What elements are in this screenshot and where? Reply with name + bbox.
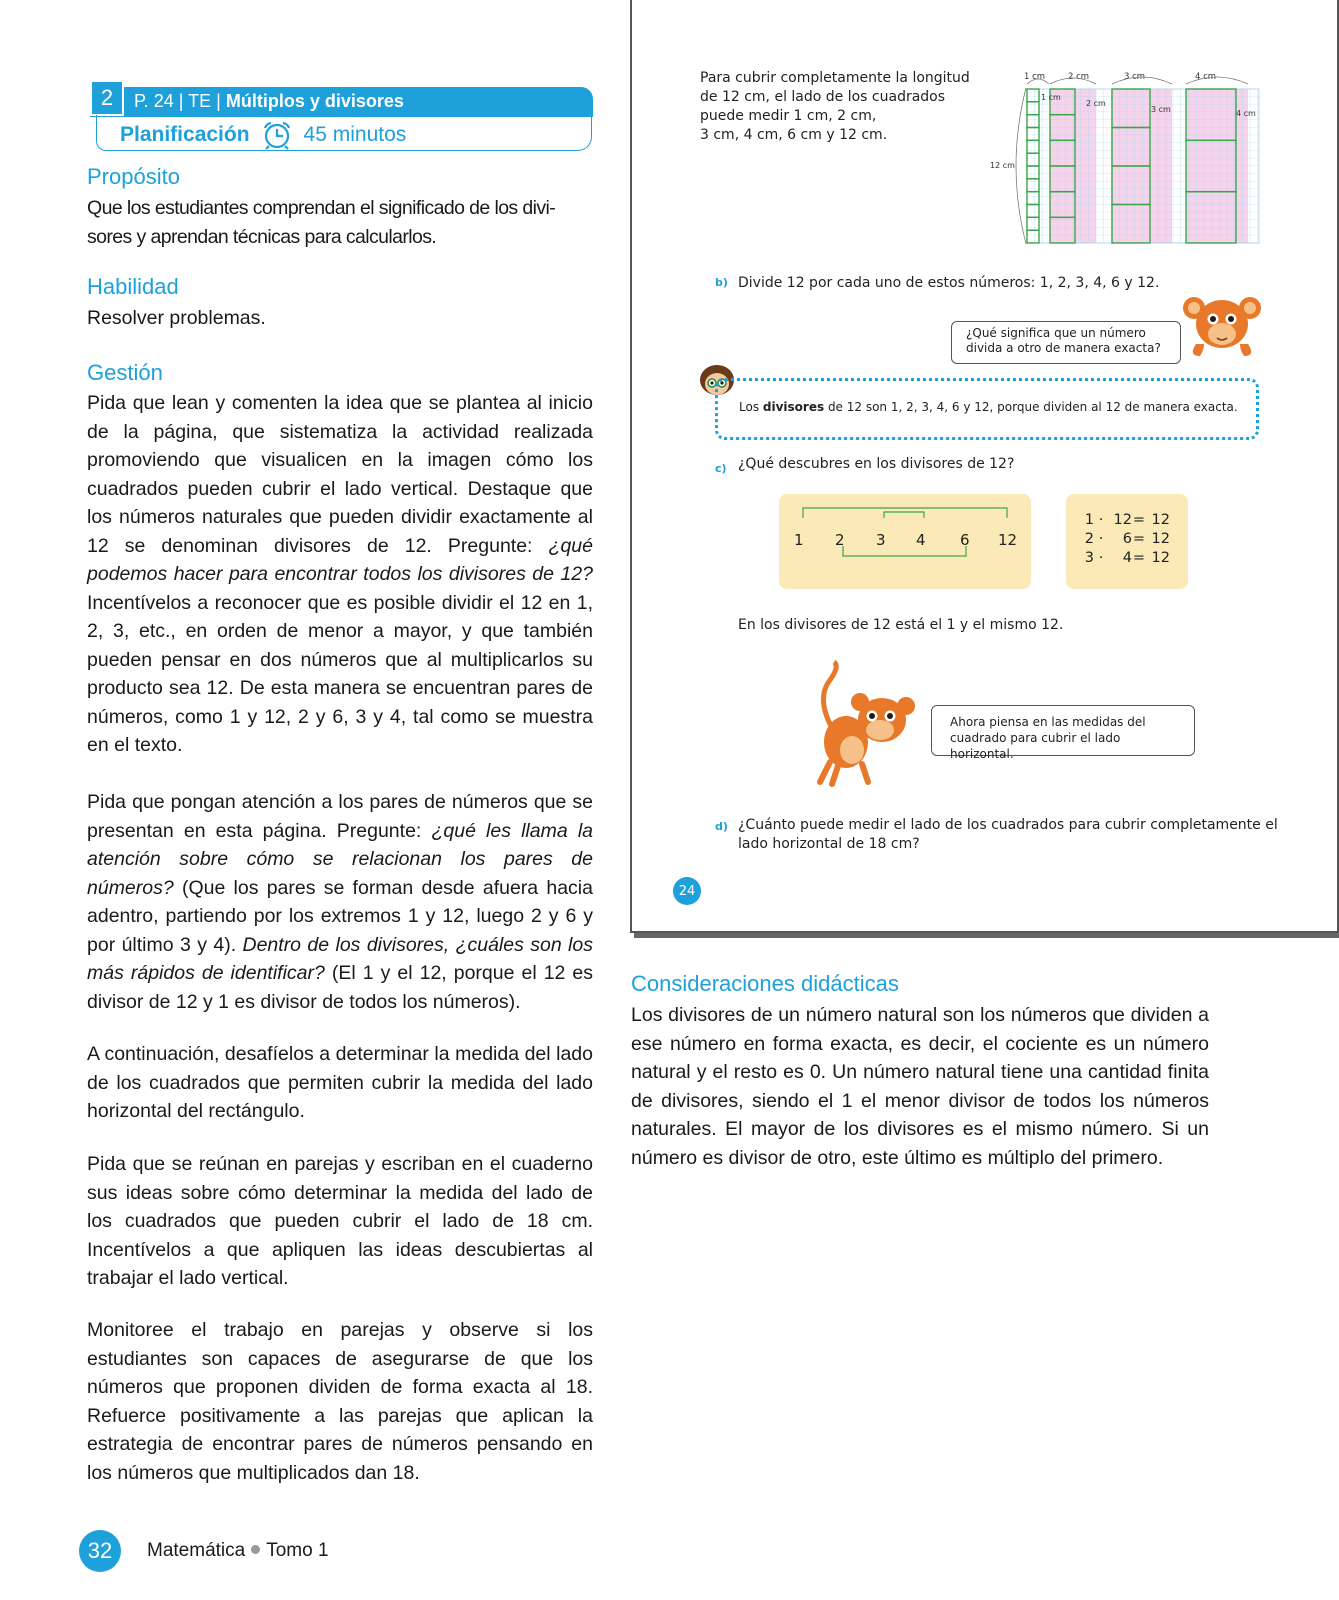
unit-number: 2 <box>90 80 124 116</box>
speech-bubble-hint <box>931 705 1195 761</box>
text: Los <box>739 400 763 414</box>
divisor-number: 12 <box>998 531 1018 549</box>
text: (El 1 y el 12, porque el 12 es divisor de 12 y 1 es divisor de todos los números). <box>87 962 594 1013</box>
product-row <box>1080 511 1170 530</box>
factor: 6 <box>1122 531 1132 547</box>
intro-line: 3 cm, 4 cm, 6 cm y 12 cm. <box>700 127 888 143</box>
operator: · <box>1098 531 1104 547</box>
alarm-clock-icon <box>260 120 294 150</box>
equals: = <box>1132 512 1146 528</box>
item-d-label: d) <box>715 820 728 833</box>
item-d-line: ¿Cuánto puede medir el lado de los cuadrados para cubrir completamente el <box>738 817 1278 833</box>
planning-duration: 45 minutos <box>303 123 407 146</box>
footer-book <box>147 1540 329 1562</box>
product-row <box>1080 549 1170 568</box>
intro-line: puede medir 1 cm, 2 cm, <box>700 108 877 124</box>
planning-row <box>120 120 406 150</box>
product-row <box>1080 530 1170 549</box>
intro-line: Para cubrir completamente la longitud <box>700 70 970 86</box>
operator: · <box>1098 550 1104 566</box>
item-c-text: ¿Qué descubres en los divisores de 12? <box>738 456 1015 472</box>
page-ref: P. 24 <box>134 91 174 111</box>
text: de 12 son 1, 2, 3, 4, 6 y 12, porque dividen al 12 de manera exacta. <box>824 400 1238 414</box>
item-d-text <box>738 816 1278 854</box>
book-title: Matemática <box>147 1540 246 1561</box>
monkey-face-icon <box>1182 292 1262 364</box>
header-title <box>134 91 404 112</box>
speech-bubble-question <box>951 321 1181 364</box>
textbook-page-number: 24 <box>673 877 701 905</box>
intro-text <box>700 69 970 145</box>
grid-label: 3 cm <box>1124 72 1146 82</box>
product: 12 <box>1151 550 1170 566</box>
gestion-paragraph-5: Monitoree el trabajo en parejas y observe si los estudiantes son capaces de asegurarse de que los números que proponen dividen de forma exacta al 18. Refuerce positivamente a las parejas que aplican la estrategia de encontrar pares de números pensando en los números que multiplicados dan 18. <box>87 1319 593 1484</box>
grid-label: 1 cm <box>1024 72 1046 82</box>
separator: | <box>216 91 221 111</box>
squares-grid-diagram <box>990 66 1270 250</box>
volume-label: Tomo 1 <box>266 1540 329 1561</box>
question: Dentro de los divisores, ¿cuáles son los más rápidos de identificar? <box>87 933 593 984</box>
unit-title: Múltiplos y divisores <box>225 91 404 111</box>
products-list <box>1080 511 1170 568</box>
grid-label: 4 cm <box>1195 72 1217 82</box>
bubble-line: Ahora piensa en las medidas del <box>950 715 1146 729</box>
bullet-icon <box>251 1545 260 1554</box>
habilidad-text: Resolver problemas. <box>87 307 266 329</box>
text: Incentívelos a reconocer que es posible dividir el 12 en 1, 2, 3, etc., en orden de menor a mayor, y que también pueden pensar en dos números que al multiplicarlos su producto sea 12. De esta manera se encuentran pares de números, como 1 y 12, 2 y 6, 3 y 4, tal como se muestra en el texto. <box>87 591 593 756</box>
consideraciones-text: Los divisores de un número natural son los números que dividen a ese número en forma exacta, es decir, el cociente es un número natural y el resto es 0. Un número natural tiene una cantidad finita de divisores, siendo el 1 el menor divisor de todos los números naturales. El mayor de los divisores es el mismo número. Si un número es divisor de otro, este último es múltiplo del primero. <box>631 1004 1209 1169</box>
proposito-title: Propósito <box>87 164 180 189</box>
bubble-line: cuadrado para cubrir el lado horizontal. <box>950 731 1121 761</box>
divisor-number: 6 <box>960 531 970 549</box>
factor: 1 <box>1084 512 1094 528</box>
divisor-number: 3 <box>876 531 886 549</box>
factor: 3 <box>1084 550 1094 566</box>
text: (Que los pares se forman desde afuera hacia adentro, partiendo por los extremos 1 y 12, luego 2 y 6 y por último 3 y 4). <box>87 876 593 956</box>
definition-text <box>739 400 1238 414</box>
item-c-label: c) <box>715 462 727 475</box>
proposito-line: Que los estudiantes comprendan el significado de los divi- <box>87 197 556 219</box>
page-number: 32 <box>79 1530 121 1572</box>
divisor-pair-brackets <box>779 494 1031 589</box>
factor: 12 <box>1113 512 1132 528</box>
proposito-line: sores y aprendan técnicas para calcularlos. <box>87 225 437 248</box>
habilidad-title: Habilidad <box>87 274 179 299</box>
grid-label: 2 cm <box>1086 99 1106 108</box>
intro-line: de 12 cm, el lado de los cuadrados <box>700 89 946 105</box>
product: 12 <box>1151 512 1170 528</box>
item-b-label: b) <box>715 276 728 289</box>
gestion-title: Gestión <box>87 360 163 385</box>
equals: = <box>1132 531 1146 547</box>
text: Pida que lean y comenten la idea que se plantea al inicio de la página, que sistematiza la actividad realizada promoviendo que visualicen en la imagen cómo los cuadrados pueden cubrir el lado vertical. Destaque que los números naturales que pueden dividir exactamente al 12 se denominan divisores de 12. Pregunte: <box>87 392 593 557</box>
divisor-number: 4 <box>916 531 926 549</box>
monkey-icon <box>810 658 920 790</box>
gestion-paragraph-2 <box>87 788 593 1016</box>
proposito-text <box>87 194 593 251</box>
text: Pida que pongan atención a los pares de números que se presentan en esta página. Pregunte: <box>87 791 593 842</box>
bubble-line: ¿Qué significa que un número <box>966 326 1146 340</box>
grid-label: 1 cm <box>1041 93 1061 102</box>
item-b-text: Divide 12 por cada uno de estos números: 1, 2, 3, 4, 6 y 12. <box>738 275 1160 291</box>
planning-label: Planificación <box>120 123 250 146</box>
grid-label: 2 cm <box>1068 72 1090 82</box>
consideraciones-title: Consideraciones didácticas <box>631 971 899 996</box>
product: 12 <box>1151 531 1170 547</box>
factor: 2 <box>1084 531 1094 547</box>
bubble-line: divida a otro de manera exacta? <box>966 341 1161 355</box>
question: ¿qué podemos hacer para encontrar todos los divisores de 12? <box>87 534 593 585</box>
grid-label: 3 cm <box>1151 105 1171 114</box>
keyword: divisores <box>762 400 825 414</box>
discovery-text: En los divisores de 12 está el 1 y el mismo 12. <box>738 617 1064 633</box>
separator: | <box>178 91 184 111</box>
te-label: TE <box>188 91 212 111</box>
divisor-number: 2 <box>835 531 845 549</box>
equals: = <box>1132 550 1146 566</box>
factor: 4 <box>1122 550 1132 566</box>
grid-label: 4 cm <box>1236 109 1256 118</box>
operator: · <box>1098 512 1104 528</box>
item-d-line: lado horizontal de 18 cm? <box>738 836 920 852</box>
gestion-paragraph-1 <box>87 389 593 760</box>
divisor-number: 1 <box>794 531 804 549</box>
grid-side-label: 12 cm <box>990 161 1015 170</box>
question: ¿qué les llama la atención sobre cómo se relacionan los pares de números? <box>87 819 594 899</box>
gestion-paragraph-3: A continuación, desafíelos a determinar la medida del lado de los cuadrados que permiten cubrir la medida del lado horizontal del rectángulo. <box>87 1043 593 1122</box>
gestion-paragraph-4: Pida que se reúnan en parejas y escriban en el cuaderno sus ideas sobre cómo determinar la medida del lado de los cuadrados que pueden cubrir el lado de 18 cm. Incentívelos a que apliquen las ideas descubiertas al trabajar el lado vertical. <box>87 1153 593 1289</box>
